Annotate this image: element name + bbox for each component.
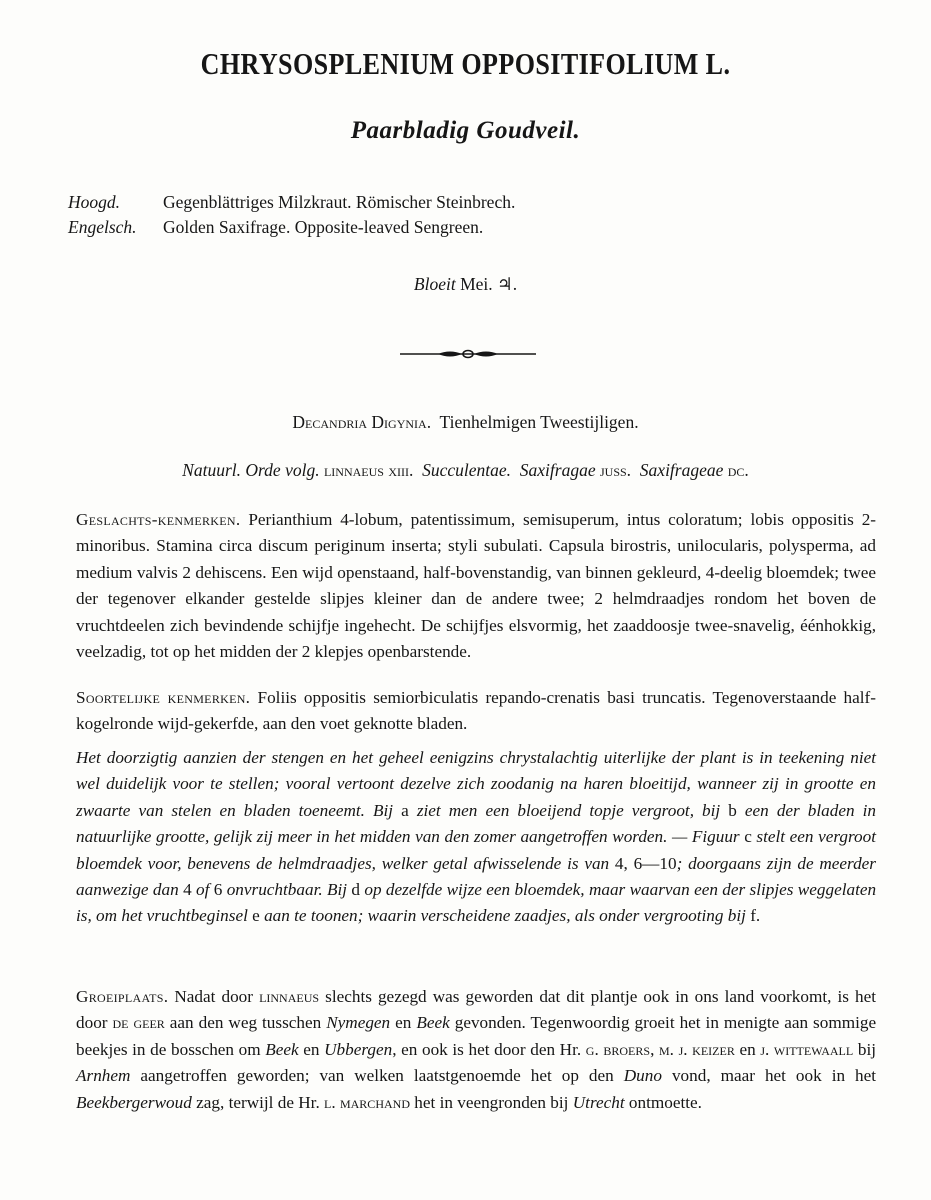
note-text: Het doorzigtig aanzien der stengen en het geheel eenigzins chrystalachtig uiterlijke der plant is in teekening niet wel duidelijk voor te stellen; vooral vertoont dezelve zich zoodanig na haren bloeitijd, wanneer zij in grootte en zwaarte van stelen en bladen toeneemt. Bij — [76, 748, 876, 820]
habitat-text: bij — [857, 1039, 876, 1059]
common-names — [68, 190, 515, 240]
orde-dc: dc. — [727, 460, 749, 480]
orde-linnaeus: linnaeus xiii. — [323, 460, 414, 480]
note-text: aan te toonen; waarin verscheidene zaadjes, als onder vergrooting bij — [264, 906, 746, 926]
note-number: 4 — [183, 880, 192, 900]
person-name: de geer — [112, 1013, 165, 1033]
note-text: ; doorgaans zijn de meerder aanwezige dan — [76, 853, 876, 900]
habitat-text: ontmoette. — [628, 1092, 702, 1112]
habitat-text: vond, maar het ook in het — [671, 1066, 877, 1086]
note-number: 4, 6—10 — [614, 853, 677, 873]
orde-saxifrageae: Saxifrageae — [639, 460, 724, 480]
name-label: Hoogd. — [68, 192, 121, 212]
genus-text: Perianthium 4-lobum, patentissimum, semisuperum, intus coloratum; lobis oppositis 2-minoribus. Stamina circa discum periginum inserta; styli subulati. Capsula birostris, unilocularis, polysperma, ad medium valvis 2 dehiscens. Een wijd openstaand, half-bovenstandig, van binnen gekleurd, 4-deelig bloemdek; twee der tegenover elkander gestelde slipjes kleiner dan de andere twee; 2 helmdraadjes rondom het boven de vruchtdeelen zich bevindende schijfje ingehecht. De schijfjes elsvormig, het zaaddoosje twee-snavelig, éénhokkig, veelzadig, tot op het midden der 2 klepjes openbarstende. — [76, 510, 877, 662]
figure-ref-e: e — [252, 906, 260, 926]
dutch-name: Paarbladig Goudveil. — [350, 117, 581, 144]
genus-heading: Geslachts-kenmerken. — [76, 510, 241, 529]
person-name: linnaeus — [259, 987, 320, 1006]
habitat-text: aan den weg tusschen — [169, 1013, 322, 1033]
class-dutch: Tienhelmigen Tweestijligen. — [439, 412, 639, 432]
place-name: Beek — [265, 1039, 299, 1059]
note-number: 6 — [213, 880, 223, 900]
place-name: Arnhem — [76, 1066, 131, 1086]
habitat-text: gevonden. Tegenwoordig groeit het in menigte aan sommige beekjes in de bosschen om — [76, 1013, 877, 1059]
note-text: op dezelfde wijze een bloemdek, maar waarvan een der slipjes weggelaten is, om het vruchtbeginsel — [76, 880, 877, 926]
bloeit-text: Mei. ♃. — [460, 274, 518, 294]
figure-ref-a: a — [401, 800, 409, 820]
person-name: m. j. keizer — [658, 1039, 735, 1059]
classification-line — [0, 412, 931, 433]
habitat-text: en — [739, 1039, 756, 1059]
name-row-german — [68, 190, 515, 215]
species-heading: Soortelijke kenmerken. — [76, 688, 251, 707]
bloeit-label: Bloeit — [413, 274, 456, 294]
figure-notes — [76, 745, 876, 930]
species-text: Foliis oppositis semiorbiculatis repando-crenatis basi truncatis. Tegenoverstaande half-kogelronde wijd-gekerfde, aan den voet geknotte bladen. — [76, 688, 876, 734]
orde-label: Natuurl. Orde volg. — [182, 460, 320, 480]
habitat-text: en — [303, 1039, 320, 1059]
habitat-text: zag, terwijl de Hr. — [196, 1092, 320, 1112]
ornament-divider — [398, 347, 538, 361]
person-name: j. wittewaall — [760, 1039, 854, 1059]
habitat-text: , en ook is het door den Hr. — [392, 1039, 582, 1059]
habitat-text: aangetroffen geworden; van welken laatstgenoemde het op den — [140, 1066, 614, 1086]
habitat-text: slechts gezegd was geworden dat dit plantje ook in ons land voorkomt, is het door — [76, 987, 876, 1033]
class-latin: Decandria Digynia. — [292, 412, 432, 432]
person-name: g. broers — [585, 1039, 651, 1059]
place-name: Ubbergen — [324, 1039, 393, 1059]
figure-ref-f: f. — [750, 906, 761, 926]
note-text: of — [196, 880, 210, 900]
habitat-paragraph — [76, 984, 876, 1116]
place-name: Beek — [416, 1013, 450, 1033]
name-label: Engelsch. — [68, 217, 137, 237]
figure-ref-b: b — [728, 800, 737, 820]
name-text: Golden Saxifrage. Opposite-leaved Sengreen. — [163, 217, 484, 237]
orde-saxifragae: Saxifragae — [519, 460, 596, 480]
orde-juss: juss. — [599, 460, 632, 480]
place-name: Duno — [623, 1066, 662, 1086]
flowering-line — [0, 274, 931, 295]
habitat-text: Nadat door — [174, 987, 253, 1006]
note-text: stelt een vergroot bloemdek voor, benevens de helmdraadjes, welker getal afwisselende is van — [76, 827, 876, 873]
place-name: Nymegen — [326, 1013, 391, 1033]
name-row-english — [68, 215, 515, 240]
habitat-heading: Groeiplaats. — [76, 987, 169, 1006]
page-title: CHRYSOSPLENIUM OPPOSITIFOLIUM L. — [200, 46, 731, 81]
place-name: Utrecht — [572, 1092, 625, 1112]
place-name: Beekbergerwoud — [76, 1092, 192, 1112]
habitat-text: het in veengronden bij — [414, 1092, 569, 1112]
figure-ref-d: d — [351, 880, 361, 900]
note-text: ziet men een bloeijend topje vergroot, bij — [416, 800, 721, 820]
species-characters — [76, 685, 876, 738]
note-text: een der bladen in natuurlijke grootte, gelijk zij meer in het midden van den zomer aangetroffen worden. — Figuur — [76, 800, 876, 847]
person-name: l. marchand — [324, 1092, 410, 1112]
habitat-text: , — [650, 1039, 655, 1059]
note-text: onvruchtbaar. Bij — [226, 880, 348, 900]
natural-order-line — [0, 460, 931, 481]
orde-succulentae: Succulentae. — [422, 460, 512, 480]
habitat-text: en — [395, 1013, 412, 1033]
figure-ref-c: c — [744, 827, 752, 847]
genus-characters — [76, 507, 876, 665]
name-text: Gegenblättriges Milzkraut. Römischer Steinbrech. — [163, 192, 516, 212]
